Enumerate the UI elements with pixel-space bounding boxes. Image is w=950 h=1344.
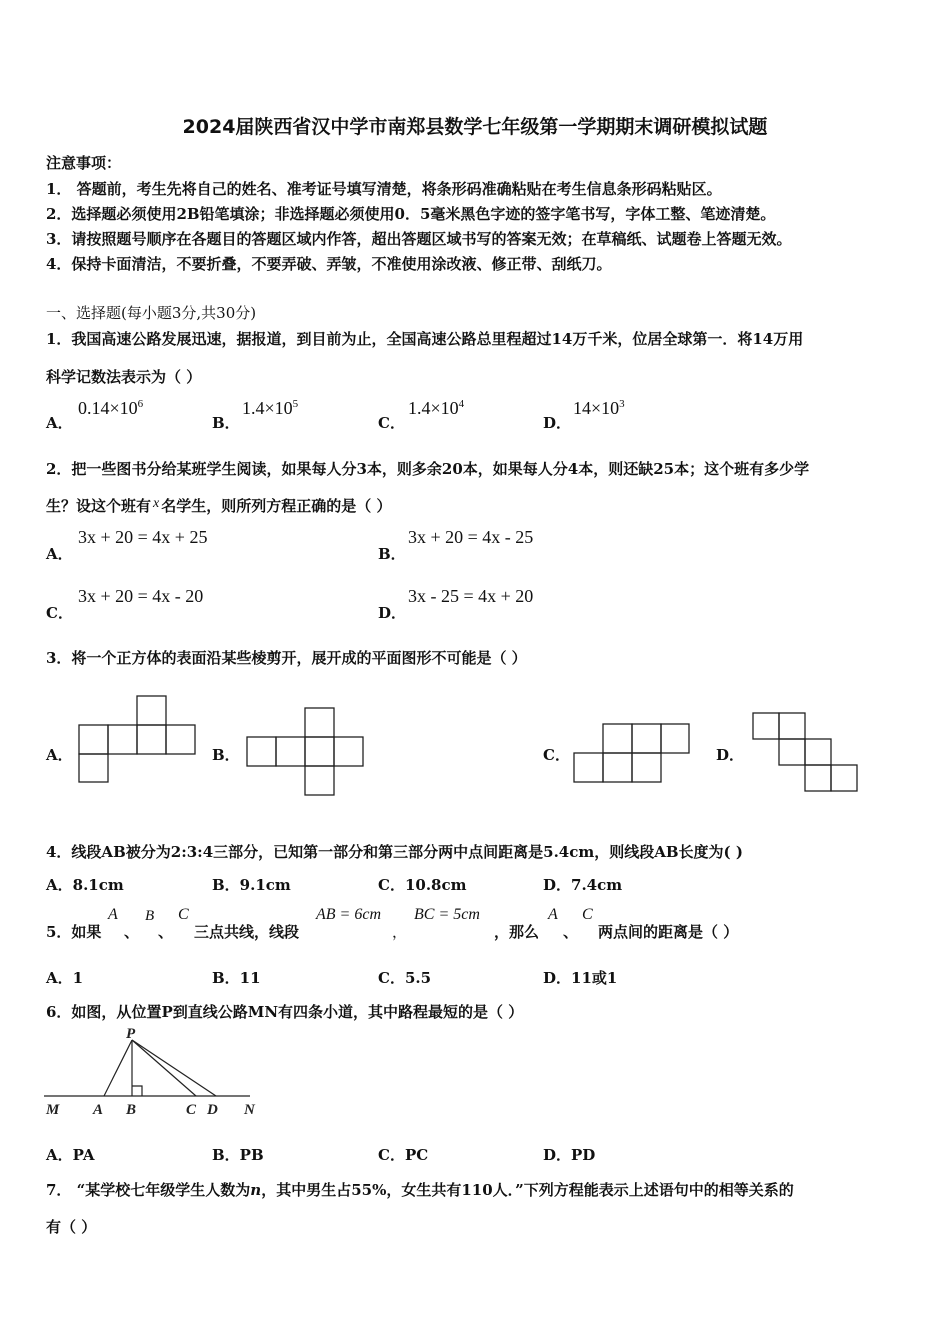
- q6-option-a: A．PA: [46, 1146, 95, 1164]
- q2-stem-line1: 2．把一些图书分给某班学生阅读，如果每人分3本，则多余20本，如果每人分4本，则还缺25本；这个班有多少学: [46, 460, 810, 478]
- q5-point-c: C: [178, 906, 189, 923]
- q2-option-c-label: C．: [46, 604, 73, 622]
- label-a: A: [93, 1102, 104, 1118]
- q4-option-b: B．9.1cm: [212, 876, 291, 894]
- right-angle-mark: [132, 1086, 142, 1096]
- q1-option-c-expr: $1.4\times 10^4$: [408, 398, 465, 418]
- q4-option-d: D．7.4cm: [543, 876, 623, 894]
- q2-option-d-label: D．: [378, 604, 407, 622]
- q5-stem-part1: 5．如果: [46, 923, 102, 941]
- q6-option-c: C．PC: [378, 1146, 429, 1164]
- label-m: M: [46, 1102, 60, 1118]
- q2-option-a-eq: 3x + 20 = 4x + 25: [78, 527, 208, 547]
- q3-net-b: [246, 707, 366, 797]
- q2-stem-line2: 生？设这个班有 x 名学生，则所列方程正确的是（ ）: [46, 496, 392, 515]
- q6-option-b: B．PB: [212, 1146, 264, 1164]
- q1-option-a-label: A．: [46, 414, 73, 432]
- q1-option-d-label: D．: [543, 414, 572, 432]
- q1-option-b-label: B．: [212, 414, 240, 432]
- label-b: B: [126, 1102, 137, 1118]
- q6-figure: [44, 1026, 274, 1122]
- q2-option-b-label: B．: [378, 545, 406, 563]
- q5-point-a: A: [108, 906, 118, 923]
- notice-item-1: 1． 答题前，考生先将自己的姓名、准考证号填写清楚，将条形码准确粘贴在考生信息条形码粘贴区。: [46, 180, 722, 198]
- q5-stem-part2: 三点共线，线段: [194, 923, 300, 941]
- label-c: C: [186, 1102, 197, 1118]
- q3-option-c-label: C．: [543, 746, 570, 764]
- notice-item-4: 4．保持卡面清洁，不要折叠，不要弄破、弄皱，不准使用涂改液、修正带、刮纸刀。: [46, 255, 612, 273]
- q2-option-c-eq: 3x + 20 = 4x - 20: [78, 586, 204, 606]
- notice-item-3: 3．请按照题号顺序在各题目的答题区域内作答，超出答题区域书写的答案无效；在草稿纸、试题卷上答题无效。: [46, 230, 792, 248]
- q5-option-c: C．5.5: [378, 969, 432, 987]
- path-pa: [104, 1040, 132, 1096]
- q1-option-b-expr: $1.4\times 10^5$: [242, 398, 299, 418]
- q7-stem-line2: 有（ ）: [46, 1218, 97, 1236]
- path-pd: [132, 1040, 216, 1096]
- q3-stem: 3．将一个正方体的表面沿某些棱剪开，展开成的平面图形不可能是（ ）: [46, 649, 527, 667]
- q7-stem-line1: 7． “某学校七年级学生人数为n，其中男生占55%，女生共有110人．”下列方程能表示上述语句中的相等关系的: [46, 1181, 794, 1199]
- q6-option-d: D．PD: [543, 1146, 596, 1164]
- section-heading: 一、选择题(每小题3分,共30分): [46, 304, 257, 322]
- q5-sep-1: 、: [124, 923, 140, 941]
- q5-stem-part4: 两点间的距离是（ ）: [598, 923, 739, 941]
- q2-option-b-eq: 3x + 20 = 4x - 25: [408, 527, 534, 547]
- label-n: N: [244, 1102, 255, 1118]
- q1-option-d-expr: $14\times 10^3$: [573, 398, 625, 418]
- q5-point-a2: A: [548, 906, 558, 923]
- q3-option-a-label: A．: [46, 746, 73, 764]
- q3-option-b-label: B．: [212, 746, 240, 764]
- label-p: P: [126, 1026, 136, 1042]
- q4-option-c: C．10.8cm: [378, 876, 467, 894]
- q5-option-d: D．11或1: [543, 969, 618, 987]
- page-title: 2024届陕西省汉中学市南郑县数学七年级第一学期期末调研模拟试题: [182, 116, 768, 138]
- q4-stem: 4．线段AB被分为2:3:4三部分，已知第一部分和第三部分两中点间距离是5.4cm，则线段AB长度为( ): [46, 843, 743, 861]
- q1-stem-line1: 1．我国高速公路发展迅速，据报道，到目前为止，全国高速公路总里程超过14万千米，位居全球第一．将14万用: [46, 330, 804, 348]
- q5-option-b: B．11: [212, 969, 261, 987]
- q5-comma: ，: [392, 923, 408, 941]
- q3-net-a: [78, 694, 198, 784]
- q5-point-c2: C: [582, 906, 593, 923]
- q5-sep-3: 、: [563, 923, 579, 941]
- q2-option-a-label: A．: [46, 545, 73, 563]
- q1-stem-line2: 科学记数法表示为（ ）: [46, 368, 202, 386]
- q5-ab-length: AB = 6cm: [316, 906, 381, 923]
- q5-option-a: A．1: [46, 969, 84, 987]
- q2-option-d-eq: 3x - 25 = 4x + 20: [408, 586, 534, 606]
- q3-option-d-label: D．: [716, 746, 745, 764]
- q3-net-d: [752, 712, 862, 794]
- q5-bc-length: BC = 5cm: [414, 906, 480, 923]
- label-d: D: [207, 1102, 218, 1118]
- notice-item-2: 2．选择题必须使用2B铅笔填涂；非选择题必须使用0．5毫米黑色字迹的签字笔书写，字体工整、笔迹清楚。: [46, 205, 776, 223]
- q1-option-c-label: C．: [378, 414, 405, 432]
- q6-stem: 6．如图，从位置P到直线公路MN有四条小道，其中路程最短的是（ ）: [46, 1003, 524, 1021]
- q3-net-c: [573, 723, 693, 785]
- q5-sep-2: 、: [158, 923, 174, 941]
- q4-option-a: A．8.1cm: [46, 876, 124, 894]
- q5-point-b: B: [145, 908, 155, 924]
- notice-heading: 注意事项：: [46, 154, 122, 172]
- q5-stem-part3: ，那么: [494, 923, 540, 941]
- q1-option-a-expr: $0.14\times 10^6$: [78, 398, 144, 418]
